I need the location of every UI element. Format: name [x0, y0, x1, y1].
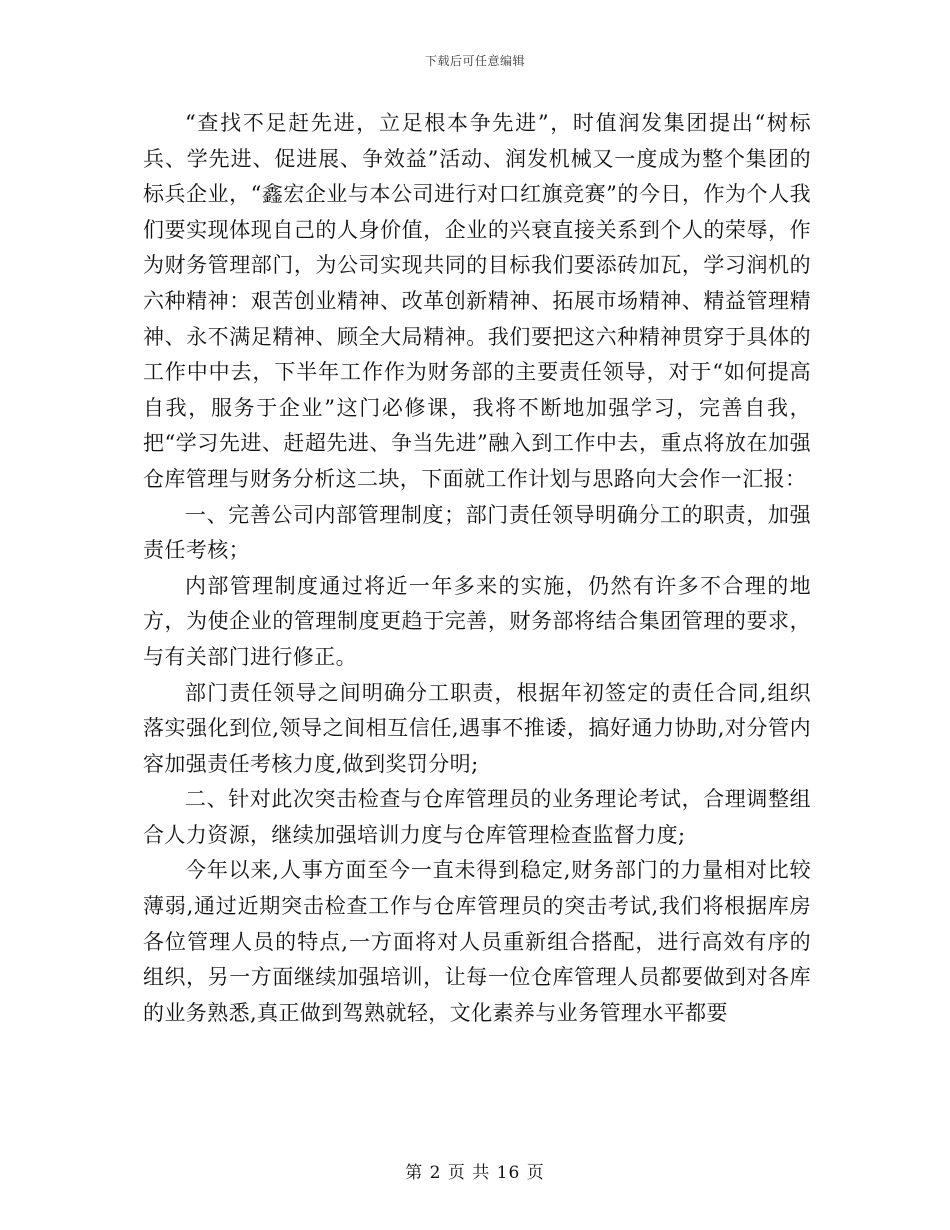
paragraph-intro: “查找不足赶先进，立足根本争先进”，时值润发集团提出“树标兵、学先进、促进展、争效益”活动、润发机械又一度成为整个集团的标兵企业，“鑫宏企业与本公司进行对口红旗竞赛”的今日，作为个人我们要实现体现自己的人身价值，企业的兴衰直接关系到个人的荣辱，作为财务管理部门，为公司实现共同的目标我们要添砖加瓦，学习润机的六种精神：艰苦创业精神、改革创新精神、拓展市场精神、精益管理精神、永不满足精神、顾全大局精神。我们要把这六种精神贯穿于具体的工作中中去，下半年工作作为财务部的主要责任领导，对于“如何提高自我，服务于企业”这门必修课，我将不断地加强学习，完善自我，把“学习先进、赶超先进、争当先进”融入到工作中去，重点将放在加强仓库管理与财务分析这二块，下面就工作计划与思路向大会作一汇报： [143, 111, 811, 491]
paragraph-heading-1: 一、完善公司内部管理制度；部门责任领导明确分工的职责，加强责任考核； [143, 502, 811, 563]
document-body [143, 106, 811, 1031]
paragraph-personnel: 今年以来,人事方面至今一直未得到稳定,财务部门的力量相对比较薄弱,通过近期突击检查工作与仓库管理员的突击考试,我们将根据库房各位管理人员的特点,一方面将对人员重新组合搭配，进行高效有序的组织，另一方面继续加强培训，让每一位仓库管理人员都要做到对各库的业务熟悉,真正做到驾熟就轻，文化素养与业务管理水平都要 [143, 858, 811, 1025]
paragraph-heading-2: 二、针对此次突击检查与仓库管理员的业务理论考试，合理调整组合人力资源，继续加强培训力度与仓库管理检查监督力度; [143, 787, 811, 847]
page-number: 第 2 页 共 16 页 [405, 1163, 545, 1183]
page-header: 下载后可任意编辑 [424, 54, 525, 68]
paragraph-internal-rules: 内部管理制度通过将近一年多来的实施，仍然有许多不合理的地方，为使企业的管理制度更趋于完善，财务部将结合集团管理的要求，与有关部门进行修正。 [143, 573, 811, 669]
paragraph-responsibility: 部门责任领导之间明确分工职责，根据年初签定的责任合同,组织落实强化到位,领导之间相互信任,遇事不推诿，搞好通力协助,对分管内容加强责任考核力度,做到奖罚分明; [143, 680, 811, 776]
